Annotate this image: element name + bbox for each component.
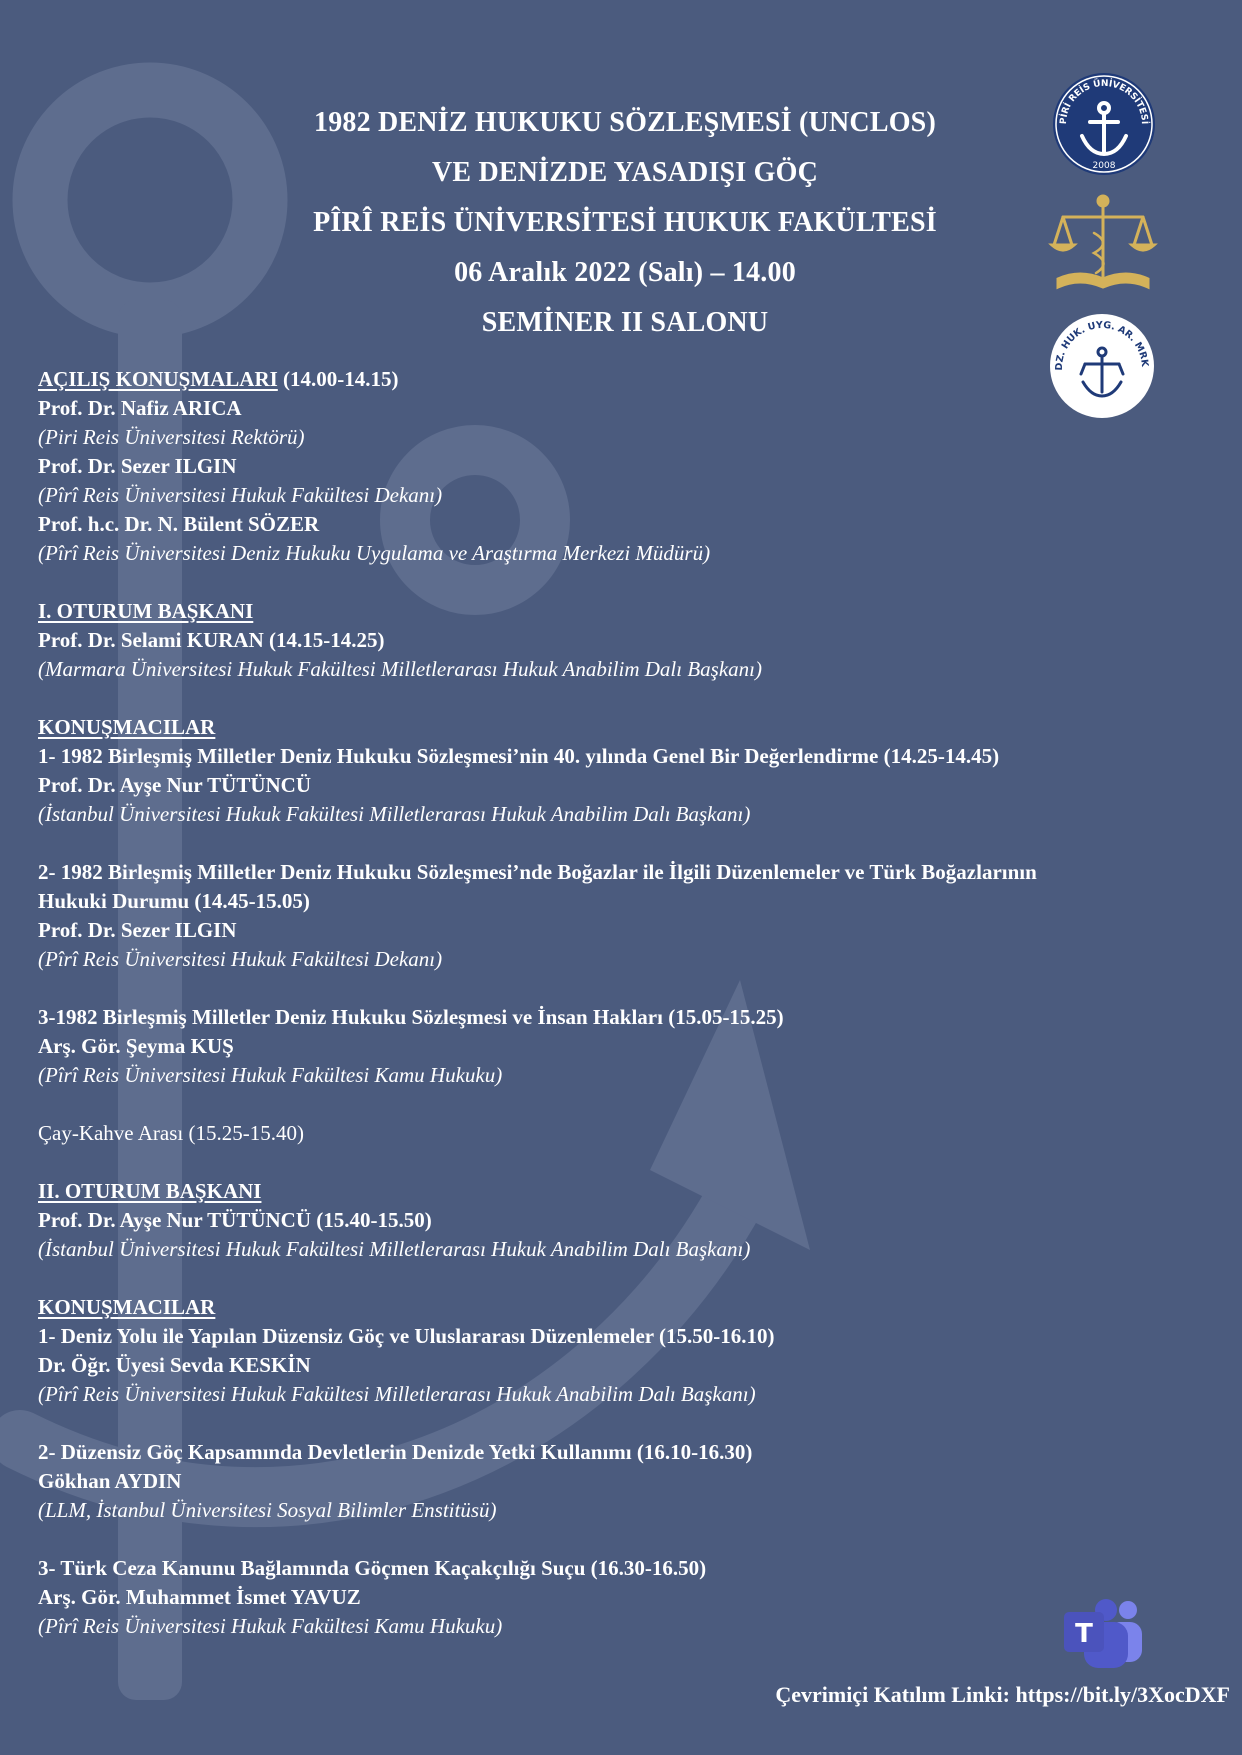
section-spacer [38,1264,1228,1293]
affiliation-note: (İstanbul Üniversitesi Hukuk Fakültesi Milletlerarası Hukuk Anabilim Dalı Başkanı) [38,1237,751,1261]
program-entry: 3-1982 Birleşmiş Milletler Deniz Hukuku Sözleşmesi ve İnsan Hakları (15.05-15.25) [38,1005,784,1029]
program-entry: Hukuki Durumu (14.45-15.05) [38,889,310,913]
affiliation-note: (Piri Reis Üniversitesi Rektörü) [38,425,305,449]
university-logo-year: 2008 [1092,161,1116,171]
header-subtitle: VE DENİZDE YASADIŞI GÖÇ [431,157,819,188]
affiliation-note: (Marmara Üniversitesi Hukuk Fakültesi Milletlerarası Hukuk Anabilim Dalı Başkanı) [38,657,762,681]
program-entry: 2- Düzensiz Göç Kapsamında Devletlerin Denizde Yetki Kullanımı (16.10-16.30) [38,1440,753,1464]
section-spacer [38,1148,1228,1177]
section-heading-label: KONUŞMACILAR [38,715,216,739]
teams-letter: T [1075,1619,1093,1649]
section-heading-time: (14.00-14.15) [277,367,399,391]
affiliation-note: (Pîrî Reis Üniversitesi Hukuk Fakültesi Dekanı) [38,483,443,507]
section-spacer [38,1090,1228,1119]
affiliation-note: (Pîrî Reis Üniversitesi Hukuk Fakültesi Kamu Hukuku) [38,1614,503,1638]
header-title: 1982 DENİZ HUKUKU SÖZLEŞMESİ (UNCLOS) [314,107,936,138]
program-entry: Prof. h.c. Dr. N. Bülent SÖZER [38,512,320,536]
section-spacer [38,1525,1228,1554]
program-entry: Arş. Gör. Muhammet İsmet YAVUZ [38,1585,361,1609]
affiliation-note: (Pîrî Reis Üniversitesi Hukuk Fakültesi Milletlerarası Hukuk Anabilim Dalı Başkanı) [38,1382,756,1406]
break-entry: Çay-Kahve Arası (15.25-15.40) [38,1121,304,1145]
microsoft-teams-icon [1062,1598,1144,1670]
program-entry: 2- 1982 Birleşmiş Milletler Deniz Hukuku Sözleşmesi’nde Boğazlar ile İlgili Düzenlemeler ve Türk Boğazlarının [38,860,1037,884]
section-spacer [38,974,1228,1003]
section-heading [38,597,1228,626]
section-heading-label: II. OTURUM BAŞKANI [38,1179,262,1203]
program-entry: 1- 1982 Birleşmiş Milletler Deniz Hukuku Sözleşmesi’nin 40. yılında Genel Bir Değerlendirme (14.25-14.45) [38,744,1000,768]
center-logo-ring-text: DZ. HUK. UYG. AR. MRK [1053,319,1151,371]
section-heading [38,1177,1228,1206]
section-heading-label: AÇILIŞ KONUŞMALARI [38,367,278,391]
section-spacer [38,568,1228,597]
affiliation-note: (Pîrî Reis Üniversitesi Hukuk Fakültesi Dekanı) [38,947,443,971]
program-entry: Prof. Dr. Nafiz ARICA [38,396,242,420]
section-heading [38,713,1228,742]
event-header [225,98,1025,348]
program-entry: Dr. Öğr. Üyesi Sevda KESKİN [38,1353,311,1377]
header-faculty: PÎRÎ REİS ÜNİVERSİTESİ HUKUK FAKÜLTESİ [313,207,937,238]
online-participation-link[interactable]: Çevrimiçi Katılım Linki: https://bit.ly/3XocDXF [775,1682,1230,1707]
section-spacer [38,684,1228,713]
program-entry: Prof. Dr. Ayşe Nur TÜTÜNCÜ [38,773,312,797]
program-list [38,365,1228,1641]
program-entry: Arş. Gör. Şeyma KUŞ [38,1034,234,1058]
program-entry: Prof. Dr. Selami KURAN (14.15-14.25) [38,628,385,652]
affiliation-note: (Pîrî Reis Üniversitesi Hukuk Fakültesi Kamu Hukuku) [38,1063,503,1087]
section-heading [38,1293,1228,1322]
affiliation-note: (Pîrî Reis Üniversitesi Deniz Hukuku Uygulama ve Araştırma Merkezi Müdürü) [38,541,711,565]
header-date: 06 Aralık 2022 (Salı) – 14.00 [454,257,796,288]
section-spacer [38,829,1228,858]
affiliation-note: (İstanbul Üniversitesi Hukuk Fakültesi Milletlerarası Hukuk Anabilim Dalı Başkanı) [38,802,751,826]
program-entry: Prof. Dr. Ayşe Nur TÜTÜNCÜ (15.40-15.50) [38,1208,432,1232]
section-heading-label: I. OTURUM BAŞKANI [38,599,254,623]
scales-of-justice-icon [1052,196,1154,287]
faculty-logo [1048,193,1158,295]
program-entry: 3- Türk Ceza Kanunu Bağlamında Göçmen Kaçakçılığı Suçu (16.30-16.50) [38,1556,707,1580]
affiliation-note: (LLM, İstanbul Üniversitesi Sosyal Bilimler Enstitüsü) [38,1498,497,1522]
program-entry: Prof. Dr. Sezer ILGIN [38,918,237,942]
university-logo-ring-text: PİRİ REİS ÜNİVERSİTESİ [1058,78,1150,125]
section-heading [38,365,1228,394]
section-heading-label: KONUŞMACILAR [38,1295,216,1319]
header-venue: SEMİNER II SALONU [481,307,769,338]
program-entry: Prof. Dr. Sezer ILGIN [38,454,237,478]
university-logo [1052,72,1156,176]
program-entry: Gökhan AYDIN [38,1469,182,1493]
section-spacer [38,1409,1228,1438]
program-entry: 1- Deniz Yolu ile Yapılan Düzensiz Göç ve Uluslararası Düzenlemeler (15.50-16.10) [38,1324,775,1348]
